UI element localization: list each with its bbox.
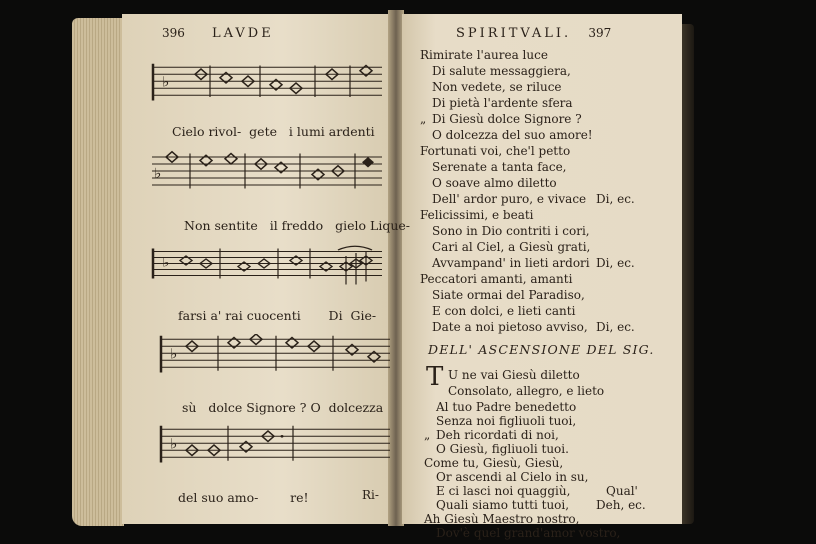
verse-line: Date a noi pietoso avviso, bbox=[432, 320, 588, 334]
hymn-line: Come tu, Giesù, Giesù, bbox=[424, 456, 564, 470]
hymn-line: Or ascendi al Cielo in su, bbox=[436, 470, 589, 484]
left-running-head bbox=[162, 26, 274, 41]
hymn-line: Senza noi figliuoli tuoi, bbox=[436, 414, 577, 428]
verse-line: Avvampand' in lieti ardori bbox=[432, 256, 590, 270]
refrain-tag: Di, ec. bbox=[596, 256, 635, 270]
verse-line: Sono in Dio contriti i cori, bbox=[432, 224, 590, 238]
lyric-line-3: farsi a' rai cuocenti Di Gie- bbox=[178, 308, 377, 323]
refrain-tag: Di, ec. bbox=[596, 192, 635, 206]
lyric-line-2: Non sentite il freddo gielo Lique- bbox=[184, 218, 410, 233]
hymn-line: O Giesù, figliuoli tuoi. bbox=[436, 442, 569, 456]
quote-mark: „ bbox=[420, 112, 427, 126]
refrain-tag: Deh, ec. bbox=[596, 498, 646, 512]
verse-line: Siate ormai del Paradiso, bbox=[432, 288, 585, 302]
hymn-line: Deh ricordati di noi, bbox=[436, 428, 559, 442]
quote-mark: „ bbox=[424, 428, 431, 442]
right-head-title: SPIRITVALI. bbox=[456, 26, 572, 41]
page-edges bbox=[72, 18, 124, 526]
lyric-line-4: sù dolce Signore ? O dolcezza bbox=[182, 400, 384, 415]
left-catchword: Ri- bbox=[362, 488, 379, 502]
svg-text:♭: ♭ bbox=[162, 256, 170, 270]
svg-text:♭: ♭ bbox=[170, 345, 178, 363]
verse-line: Di Giesù dolce Signore ? bbox=[432, 112, 582, 126]
verse-line: Dell' ardor puro, e vivace bbox=[432, 192, 587, 206]
verse-line: Di pietà l'ardente sfera bbox=[432, 96, 573, 110]
verse-line: Cari al Ciel, a Giesù grati, bbox=[432, 240, 591, 254]
svg-text:♭: ♭ bbox=[162, 73, 170, 91]
left-head-title: LAVDE bbox=[212, 26, 274, 41]
verse-line: Felicissimi, e beati bbox=[420, 208, 534, 222]
hymn-line: U ne vai Giesù diletto bbox=[448, 368, 580, 382]
verse-line: Fortunati voi, che'l petto bbox=[420, 144, 571, 158]
verse-line: O dolcezza del suo amore! bbox=[432, 128, 593, 142]
hymn-line: Ah Giesù Maestro nostro, bbox=[424, 512, 580, 526]
hymn-line: E ci lasci noi quaggiù, bbox=[436, 484, 571, 498]
verse-line: Non vedete, se riluce bbox=[432, 80, 562, 94]
svg-text:♭: ♭ bbox=[170, 435, 178, 453]
right-page-number: 397 bbox=[588, 26, 612, 40]
svg-text:♭: ♭ bbox=[154, 164, 162, 182]
music-staff-4 bbox=[158, 334, 392, 376]
verse-line: Rimirate l'aurea luce bbox=[420, 48, 548, 62]
section-title: DELL' ASCENSIONE DEL SIG. bbox=[428, 342, 655, 357]
verse-line: Di salute messaggiera, bbox=[432, 64, 571, 78]
book-cover-edge bbox=[682, 24, 694, 524]
verse-line: O soave almo diletto bbox=[432, 176, 557, 190]
hymn-line: Al tuo Padre benedetto bbox=[436, 400, 577, 414]
left-page-number: 396 bbox=[162, 26, 185, 40]
music-staff-5 bbox=[158, 424, 392, 466]
drop-cap: T bbox=[426, 362, 444, 392]
hymn-line: Dov'è quel grand'amor vostro, bbox=[436, 526, 621, 540]
right-catchword: Qual' bbox=[606, 484, 638, 498]
right-running-head bbox=[456, 26, 611, 41]
lyric-line-5: del suo amo- re! bbox=[178, 490, 309, 505]
lyric-line-1: Cielo rivol- gete i lumi ardenti bbox=[172, 124, 375, 139]
verse-line: Serenate a tanta face, bbox=[432, 160, 567, 174]
verse-line: Peccatori amanti, amanti bbox=[420, 272, 573, 286]
music-staff-3 bbox=[150, 244, 384, 286]
music-staff-2 bbox=[150, 150, 384, 192]
verse-line: E con dolci, e lieti canti bbox=[432, 304, 576, 318]
refrain-tag: Di, ec. bbox=[596, 320, 635, 334]
hymn-line: Quali siamo tutti tuoi, bbox=[436, 498, 570, 512]
music-staff-1 bbox=[150, 62, 384, 104]
hymn-line: Consolato, allegro, e lieto bbox=[448, 384, 605, 398]
